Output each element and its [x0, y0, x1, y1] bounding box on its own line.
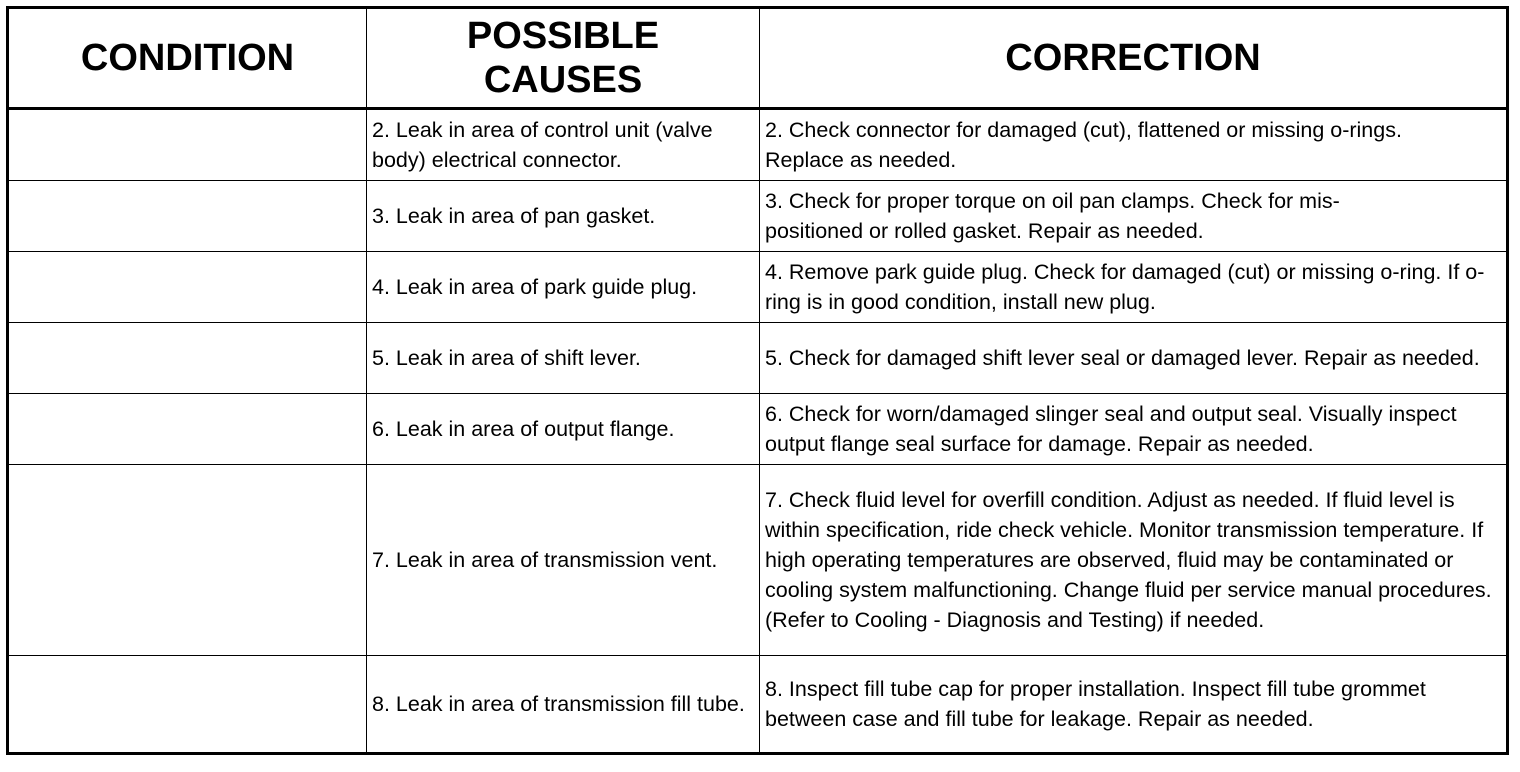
table-row [8, 181, 1508, 252]
correction-cell: 5. Check for damaged shift lever seal or damaged lever. Repair as needed. [760, 323, 1508, 394]
header-row [8, 8, 1508, 109]
condition-cell [8, 109, 367, 181]
diagnosis-table [6, 6, 1509, 755]
table-row [8, 656, 1508, 754]
correction-cell: 3. Check for proper torque on oil pan clamps. Check for mis-positioned or rolled gasket. Repair as needed. [760, 181, 1508, 252]
condition-cell [8, 656, 367, 754]
cause-cell: 7. Leak in area of transmission vent. [367, 465, 760, 656]
table-row [8, 465, 1508, 656]
cause-cell: 6. Leak in area of output flange. [367, 394, 760, 465]
correction-cell: 7. Check fluid level for overfill condition. Adjust as needed. If fluid level is within specification, ride check vehicle. Monitor transmission temperature. If high operating temperatures are observed, fluid may be contaminated or cooling system malfunctioning. Change fluid per service manual procedures. (Refer to Cooling - Diagnosis and Testing) if needed. [760, 465, 1508, 656]
correction-cell: 4. Remove park guide plug. Check for damaged (cut) or missing o-ring. If o-ring is in good condition, install new plug. [760, 252, 1508, 323]
correction-cell: 2. Check connector for damaged (cut), flattened or missing o-rings. Replace as needed. [760, 109, 1508, 181]
cause-cell: 8. Leak in area of transmission fill tube. [367, 656, 760, 754]
cause-cell: 5. Leak in area of shift lever. [367, 323, 760, 394]
condition-cell [8, 465, 367, 656]
condition-cell [8, 181, 367, 252]
header-correction: CORRECTION [760, 8, 1508, 109]
table-body [8, 109, 1508, 754]
table-header [8, 8, 1508, 109]
table-row [8, 252, 1508, 323]
table-row [8, 323, 1508, 394]
table-row [8, 109, 1508, 181]
header-possible-causes: POSSIBLE CAUSES [367, 8, 760, 109]
correction-cell: 6. Check for worn/damaged slinger seal and output seal. Visually inspect output flange seal surface for damage. Repair as needed. [760, 394, 1508, 465]
correction-cell: 8. Inspect fill tube cap for proper installation. Inspect fill tube grommet between case and fill tube for leakage. Repair as needed. [760, 656, 1508, 754]
condition-cell [8, 252, 367, 323]
condition-cell [8, 323, 367, 394]
header-condition: CONDITION [8, 8, 367, 109]
table-row [8, 394, 1508, 465]
cause-cell: 4. Leak in area of park guide plug. [367, 252, 760, 323]
cause-cell: 3. Leak in area of pan gasket. [367, 181, 760, 252]
cause-cell: 2. Leak in area of control unit (valve body) electrical connector. [367, 109, 760, 181]
condition-cell [8, 394, 367, 465]
